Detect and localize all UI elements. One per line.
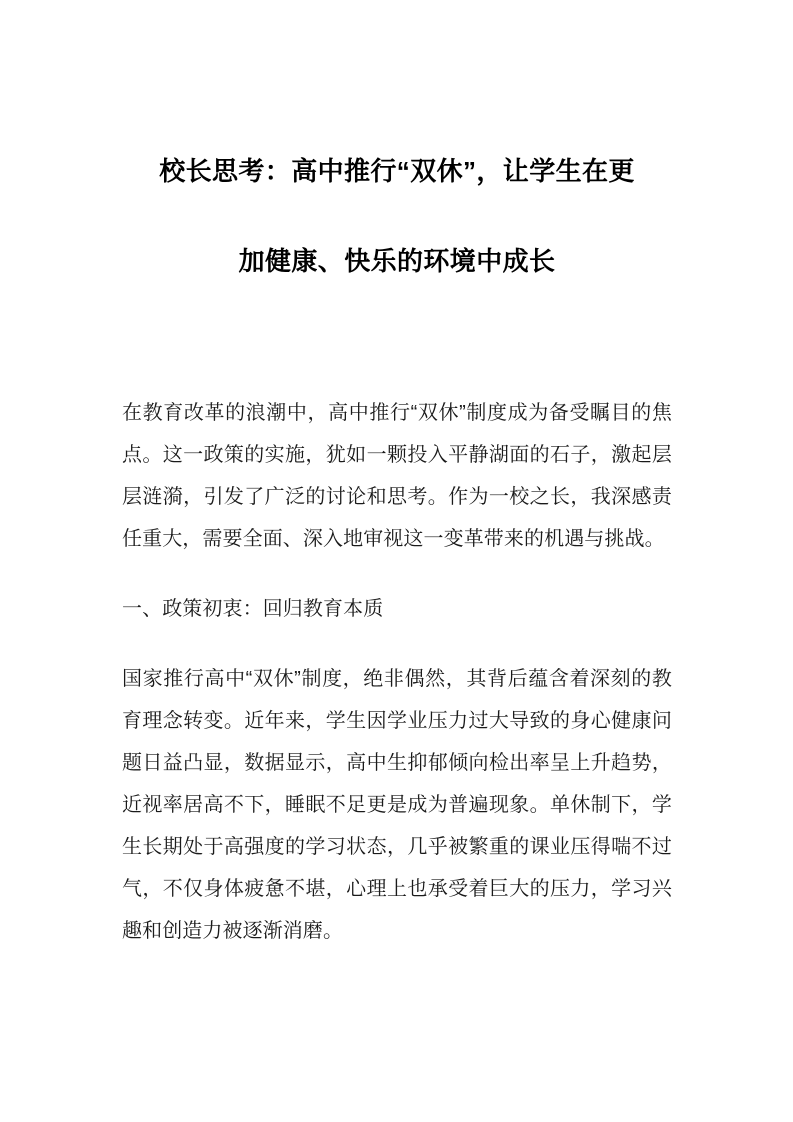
page-title-line-1: 校长思考：高中推行“双休”，让学生在更 bbox=[159, 156, 635, 186]
page-title bbox=[122, 0, 672, 306]
paragraph-intro: 在教育改革的浪潮中，高中推行“双休”制度成为备受瞩目的焦点。这一政策的实施，犹如一颗投入平静湖面的石子，激起层层涟漪，引发了广泛的讨论和思考。作为一校之长，我深感责任重大，需要全面、深入地审视这一变革带来的机遇与挑战。 bbox=[122, 402, 672, 550]
document-body bbox=[122, 392, 672, 952]
document-content-area bbox=[122, 0, 672, 952]
paragraph-section-1-body: 国家推行高中“双休”制度，绝非偶然，其背后蕴含着深刻的教育理念转变。近年来，学生因学业压力过大导致的身心健康问题日益凸显，数据显示，高中生抑郁倾向检出率呈上升趋势，近视率居高不下，睡眠不足更是成为普遍现象。单休制下，学生长期处于高强度的学习状态，几乎被繁重的课业压得喘不过气，不仅身体疲惫不堪，心理上也承受着巨大的压力，学习兴趣和创造力被逐渐消磨。 bbox=[122, 668, 672, 942]
page-title-line-2: 加健康、快乐的环境中成长 bbox=[238, 246, 556, 276]
section-heading-1: 一、政策初衷：回归教育本质 bbox=[122, 598, 384, 620]
